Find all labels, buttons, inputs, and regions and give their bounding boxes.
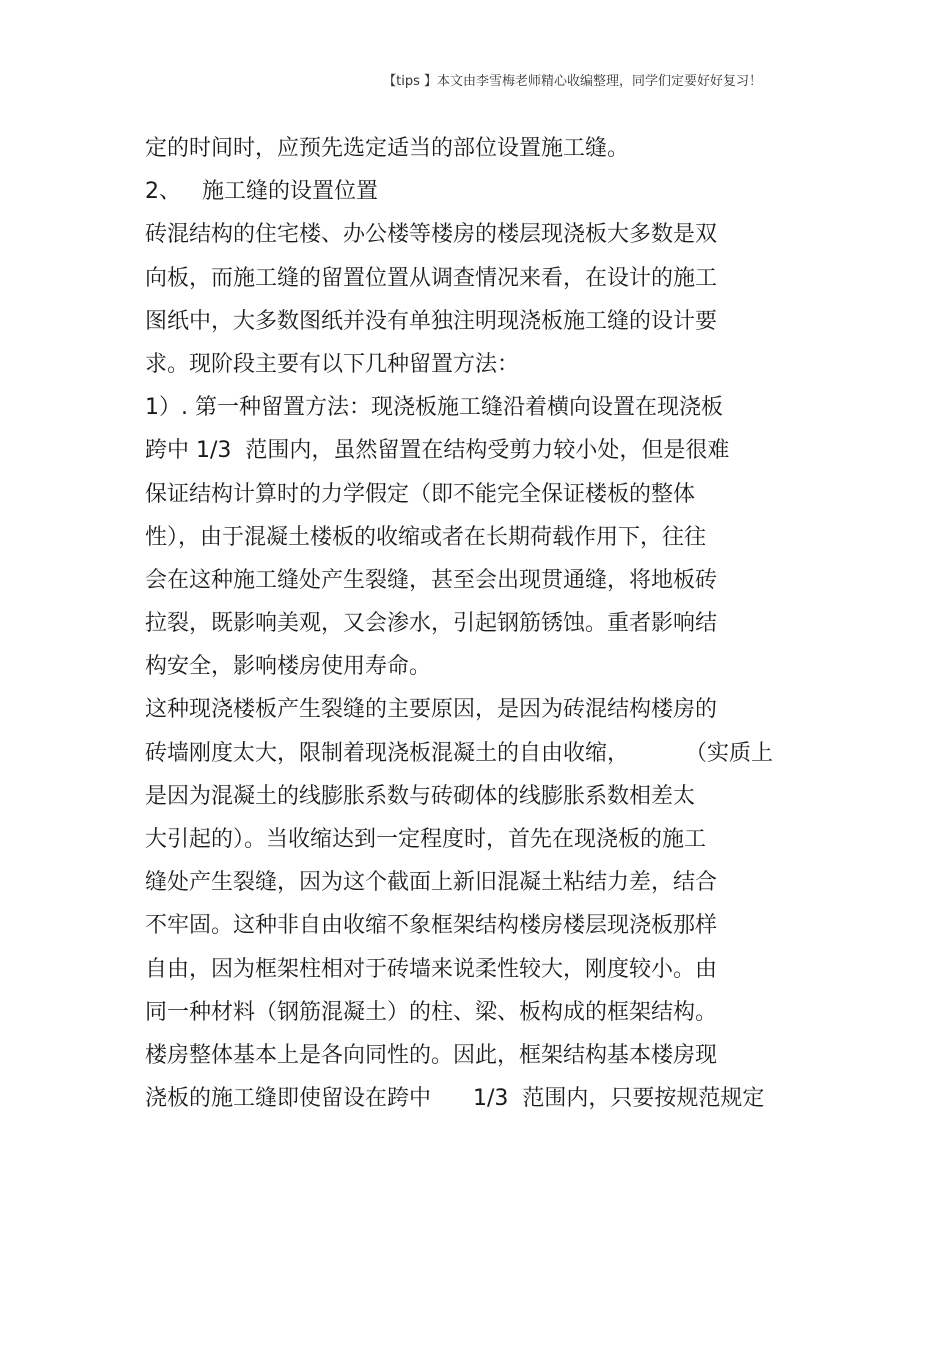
text-line: 保证结构计算时的力学假定（即不能完全保证楼板的整体 [145, 481, 696, 507]
text-line: 会在这种施工缝处产生裂缝，甚至会出现贯通缝，将地板砖 [145, 567, 718, 593]
text-line: 砖墙刚度太大，限制着现浇板混凝土的自由收缩， （实质上 [145, 740, 773, 766]
text-line: 构安全，影响楼房使用寿命。 [145, 654, 432, 680]
text-line: 1）. 第一种留置方法：现浇板施工缝沿着横向设置在现浇板 [145, 395, 723, 421]
text-line: 性），由于混凝土楼板的收缩或者在长期荷载作用下，往往 [145, 524, 707, 550]
text-line: 图纸中，大多数图纸并没有单独注明现浇板施工缝的设计要 [145, 308, 718, 334]
text-line: 定的时间时，应预先选定适当的部位设置施工缝。 [145, 136, 630, 161]
text-line: 求。现阶段主要有以下几种留置方法： [145, 351, 520, 377]
text-line: 砖混结构的住宅楼、办公楼等楼房的楼层现浇板大多数是双 [145, 222, 718, 248]
section-heading: 2、 施工缝的设置位置 [145, 179, 378, 205]
text-line: 自由，因为框架柱相对于砖墙来说柔性较大，刚度较小。由 [145, 956, 718, 982]
text-line: 楼房整体基本上是各向同性的。因此，框架结构基本楼房现 [145, 1042, 718, 1068]
body-text [145, 127, 805, 1120]
text-line: 是因为混凝土的线膨胀系数与砖砌体的线膨胀系数相差太 [145, 783, 696, 809]
text-line: 缝处产生裂缝，因为这个截面上新旧混凝土粘结力差，结合 [145, 870, 718, 896]
text-line: 大引起的）。当收缩达到一定程度时，首先在现浇板的施工 [145, 827, 707, 852]
text-line: 拉裂，既影响美观，又会渗水，引起钢筋锈蚀。重者影响结 [145, 611, 718, 637]
text-line: 同一种材料（钢筋混凝土）的柱、梁、板构成的框架结构。 [145, 999, 718, 1025]
header-tips-note: 【tips 】本文由李雪梅老师精心收编整理，同学们定要好好复习！ [383, 74, 762, 89]
text-line: 跨中 1/3 范围内，虽然留置在结构受剪力较小处，但是很难 [145, 438, 730, 464]
text-line: 这种现浇楼板产生裂缝的主要原因，是因为砖混结构楼房的 [145, 697, 718, 723]
text-line: 向板，而施工缝的留置位置从调查情况来看，在设计的施工 [145, 265, 718, 291]
text-line: 不牢固。这种非自由收缩不象框架结构楼房楼层现浇板那样 [145, 913, 718, 939]
text-line: 浇板的施工缝即使留设在跨中 1/3 范围内，只要按规范规定 [145, 1086, 765, 1112]
